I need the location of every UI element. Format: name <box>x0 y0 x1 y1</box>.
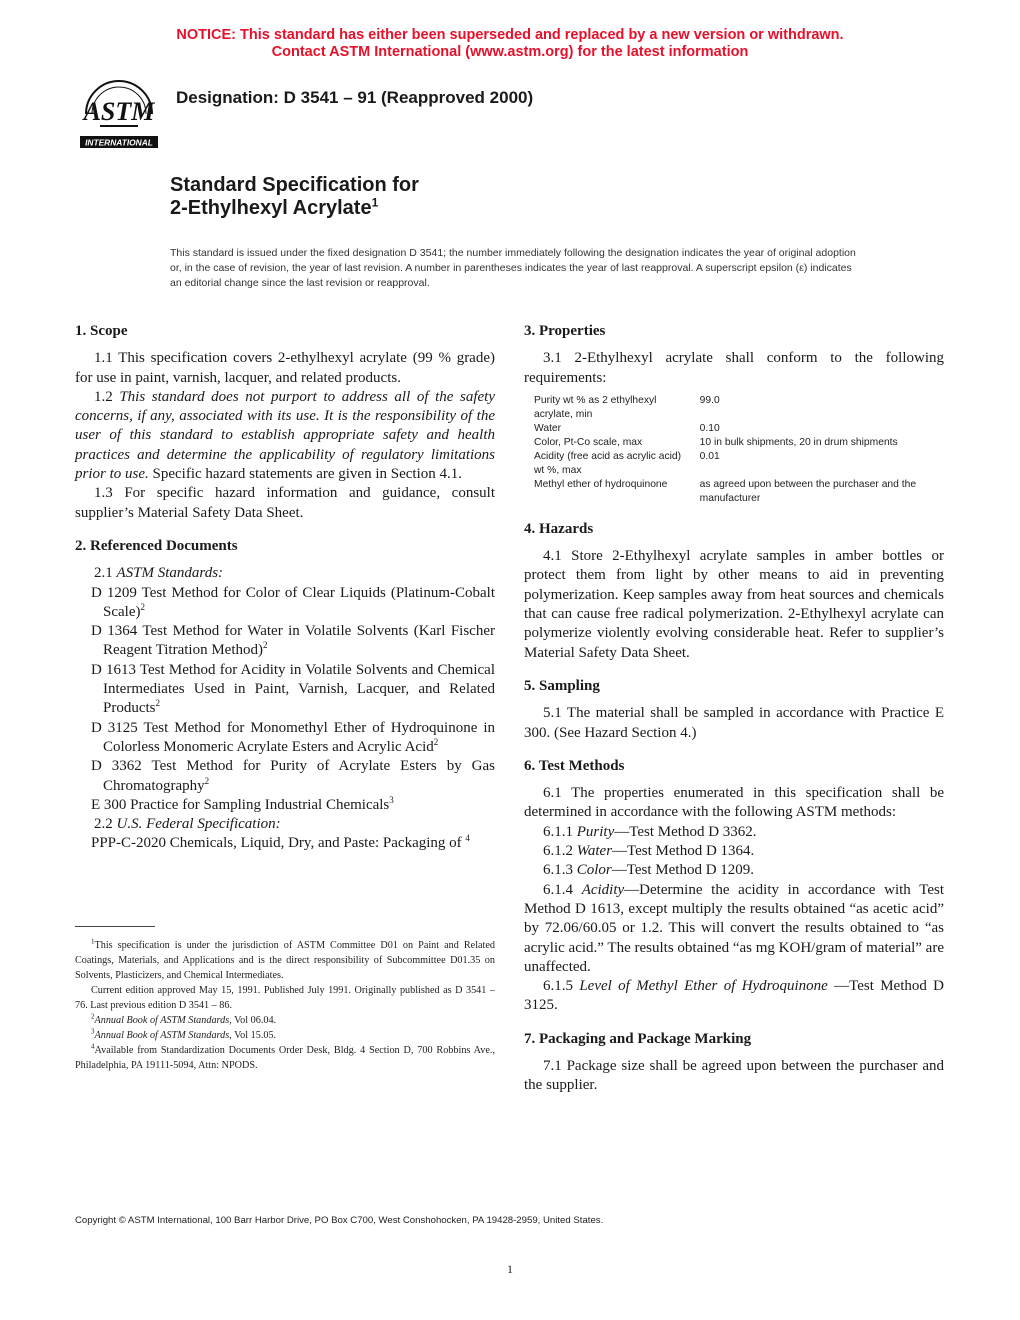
title-footnote-mark: 1 <box>371 195 379 210</box>
footnote: $^4$Available from Standardization Documents Order Desk, Bldg. 4 Section D, 700 Robbins Ave., Philadelphia, PA 19111-5094, Attn: NPODS. <box>75 1042 495 1071</box>
footnote: $^1$This specification is under the jurisdiction of ASTM Committee D01 on Paint and Related Coatings, Materials, and Applications and is the direct responsibility of Subcommittee D01.35 on Solvents, Plasticizers, and Chemical Intermediates. <box>75 937 495 981</box>
section-heading: 4. Hazards <box>524 520 594 537</box>
reference-item: D 1613 Test Method for Acidity in Volatile Solvents and Chemical Intermediates Used in Paint, Varnish, Lacquer, and Related Products$^2$ <box>91 661 495 717</box>
method-item: 6.1.4 Acidity—Determine the acidity in accordance with Test Method D 1613, except multiply the results obtained “as acetic acid” by 72.06/60.05 or 1.2. This will convert the results obtained to “as acrylic acid.” The results obtained “as mg KOH/gram of material” are unaffected. <box>524 881 944 975</box>
table-row: Methyl ether of hydroquinone as agreed upon between the purchaser and the manufacturer <box>534 478 917 504</box>
section-heading: 2. Referenced Documents <box>75 537 238 554</box>
properties-table <box>534 394 944 506</box>
clause-number: 2.2 <box>94 816 117 833</box>
footnote: $^2$Annual Book of ASTM Standards, Vol 06.04. <box>91 1012 277 1026</box>
reference-item: D 1364 Test Method for Water in Volatile Solvents (Karl Fischer Reagent Titration Method)$^2$ <box>91 623 495 659</box>
paragraph: 7.1 Package size shall be agreed upon between the purchaser and the supplier. <box>524 1058 944 1094</box>
title-line-1: Standard Specification for <box>170 174 419 196</box>
title-line-2 <box>170 197 419 220</box>
table-row: Water 0.10 <box>534 422 720 434</box>
section-hazards <box>524 520 944 663</box>
reference-item: D 3125 Test Method for Monomethyl Ether of Hydroquinone in Colorless Monomeric Acrylate Esters and Acrylic Acid$^2$ <box>91 719 495 755</box>
section-heading: 5. Sampling <box>524 677 600 694</box>
issued-note: This standard is issued under the fixed designation D 3541; the number immediately following the designation indicates the year of original adoption or, in the case of revision, the year of last revision. A number in parentheses indicates the year of last reapproval. A superscript epsilon (ε) indicates an editorial change since the last revision or reapproval. <box>170 247 856 289</box>
section-heading: 7. Packaging and Package Marking <box>524 1030 752 1047</box>
left-column <box>75 322 495 868</box>
section-sampling <box>524 677 944 743</box>
footnote: $^3$Annual Book of ASTM Standards, Vol 15.05. <box>91 1027 277 1041</box>
method-item: 6.1.1 Purity—Test Method D 3362. <box>543 823 757 840</box>
logo-subtext: INTERNATIONAL <box>85 137 153 148</box>
paragraph: 1.1 This specification covers 2-ethylhexyl acrylate (99 % grade) for use in paint, varnish, lacquer, and related products. <box>75 350 495 386</box>
paragraph: 3.1 2-Ethylhexyl acrylate shall conform to the following requirements: <box>524 350 944 386</box>
paragraph: 6.1 The properties enumerated in this specification shall be determined in accordance with the following ASTM methods: <box>524 785 944 821</box>
subsection-label <box>75 564 495 583</box>
clause-label: ASTM Standards: <box>116 565 224 582</box>
safety-caveat: This standard does not purport to address all of the safety concerns, if any, associated with its use. It is the responsibility of the user of this standard to establish appropriate safety and health practices and determine the applicability of regulatory limitations prior to use. <box>75 388 496 483</box>
section-properties <box>524 322 944 506</box>
section-packaging <box>524 1030 944 1096</box>
section-referenced-documents <box>75 537 495 854</box>
title-text: 2-Ethylhexyl Acrylate <box>170 197 372 219</box>
copyright-line: Copyright © ASTM International, 100 Barr Harbor Drive, PO Box C700, West Conshohocken, PA 19428-2959, United States. <box>75 1215 604 1226</box>
footnote: Current edition approved May 15, 1991. Published July 1991. Originally published as D 3541 – 76. Last previous edition D 3541 – 86. <box>75 985 495 1011</box>
reference-item: D 1209 Test Method for Color of Clear Liquids (Platinum-Cobalt Scale)$^2$ <box>91 584 495 620</box>
reference-item: D 3362 Test Method for Purity of Acrylate Esters by Gas Chromatography$^2$ <box>91 758 495 794</box>
table-row: Color, Pt-Co scale, max 10 in bulk shipments, 20 in drum shipments <box>534 436 898 448</box>
section-heading: 3. Properties <box>524 323 606 339</box>
section-test-methods <box>524 757 944 1016</box>
method-item: 6.1.5 Level of Methyl Ether of Hydroquinone —Test Method D 3125. <box>524 978 945 1014</box>
section-heading: 6. Test Methods <box>524 757 625 774</box>
method-item: 6.1.2 Water—Test Method D 1364. <box>543 843 755 860</box>
right-column <box>524 322 944 1110</box>
notice-banner <box>0 27 1020 61</box>
notice-line-2: Contact ASTM International (www.astm.org) for the latest information <box>271 44 749 60</box>
page-number: 1 <box>507 1262 513 1276</box>
paragraph: 1.3 For specific hazard information and guidance, consult supplier’s Material Safety Data Sheet. <box>75 485 495 521</box>
designation: Designation: D 3541 – 91 (Reapproved 2000) <box>176 88 534 107</box>
document-title <box>170 174 419 220</box>
clause-number: 2.1 <box>94 565 117 582</box>
reference-item: PPP-C-2020 Chemicals, Liquid, Dry, and Paste: Packaging of $^4$ <box>91 833 470 852</box>
table-row: Purity wt % as 2 ethylhexyl acrylate, min 99.0 <box>534 394 720 420</box>
clause-number: 1.2 <box>94 388 120 405</box>
clause-label: U.S. Federal Specification: <box>116 816 281 833</box>
table-row: Acidity (free acid as acrylic acid) wt %, max 0.01 <box>534 450 720 476</box>
paragraph: 4.1 Store 2-Ethylhexyl acrylate samples in amber bottles or protect them from light by other means to aid in preventing polymerization. Keep samples away from heat sources and chemicals that can cause free radical polymerization. 2-Ethylhexyl acrylate can polymerize violently evolving considerable heat. Refer to supplier’s Material Safety Data Sheet. <box>524 548 944 661</box>
subsection-label <box>75 815 495 834</box>
paragraph <box>75 388 495 484</box>
logo-text: ASTM <box>83 97 155 126</box>
method-item: 6.1.3 Color—Test Method D 1209. <box>543 862 755 879</box>
notice-line-1: NOTICE: This standard has either been superseded and replaced by a new version or withdrawn. <box>176 27 844 43</box>
footnotes <box>75 938 495 1073</box>
reference-item: E 300 Practice for Sampling Industrial Chemicals$^3$ <box>91 794 394 813</box>
footnote-divider <box>75 926 155 927</box>
section-scope <box>75 322 495 523</box>
section-heading: 1. Scope <box>75 323 128 339</box>
astm-logo <box>78 74 160 150</box>
paragraph: 5.1 The material shall be sampled in accordance with Practice E 300. (See Hazard Section 4.) <box>524 705 944 741</box>
clause-text: Specific hazard statements are given in Section 4.1. <box>148 466 462 483</box>
